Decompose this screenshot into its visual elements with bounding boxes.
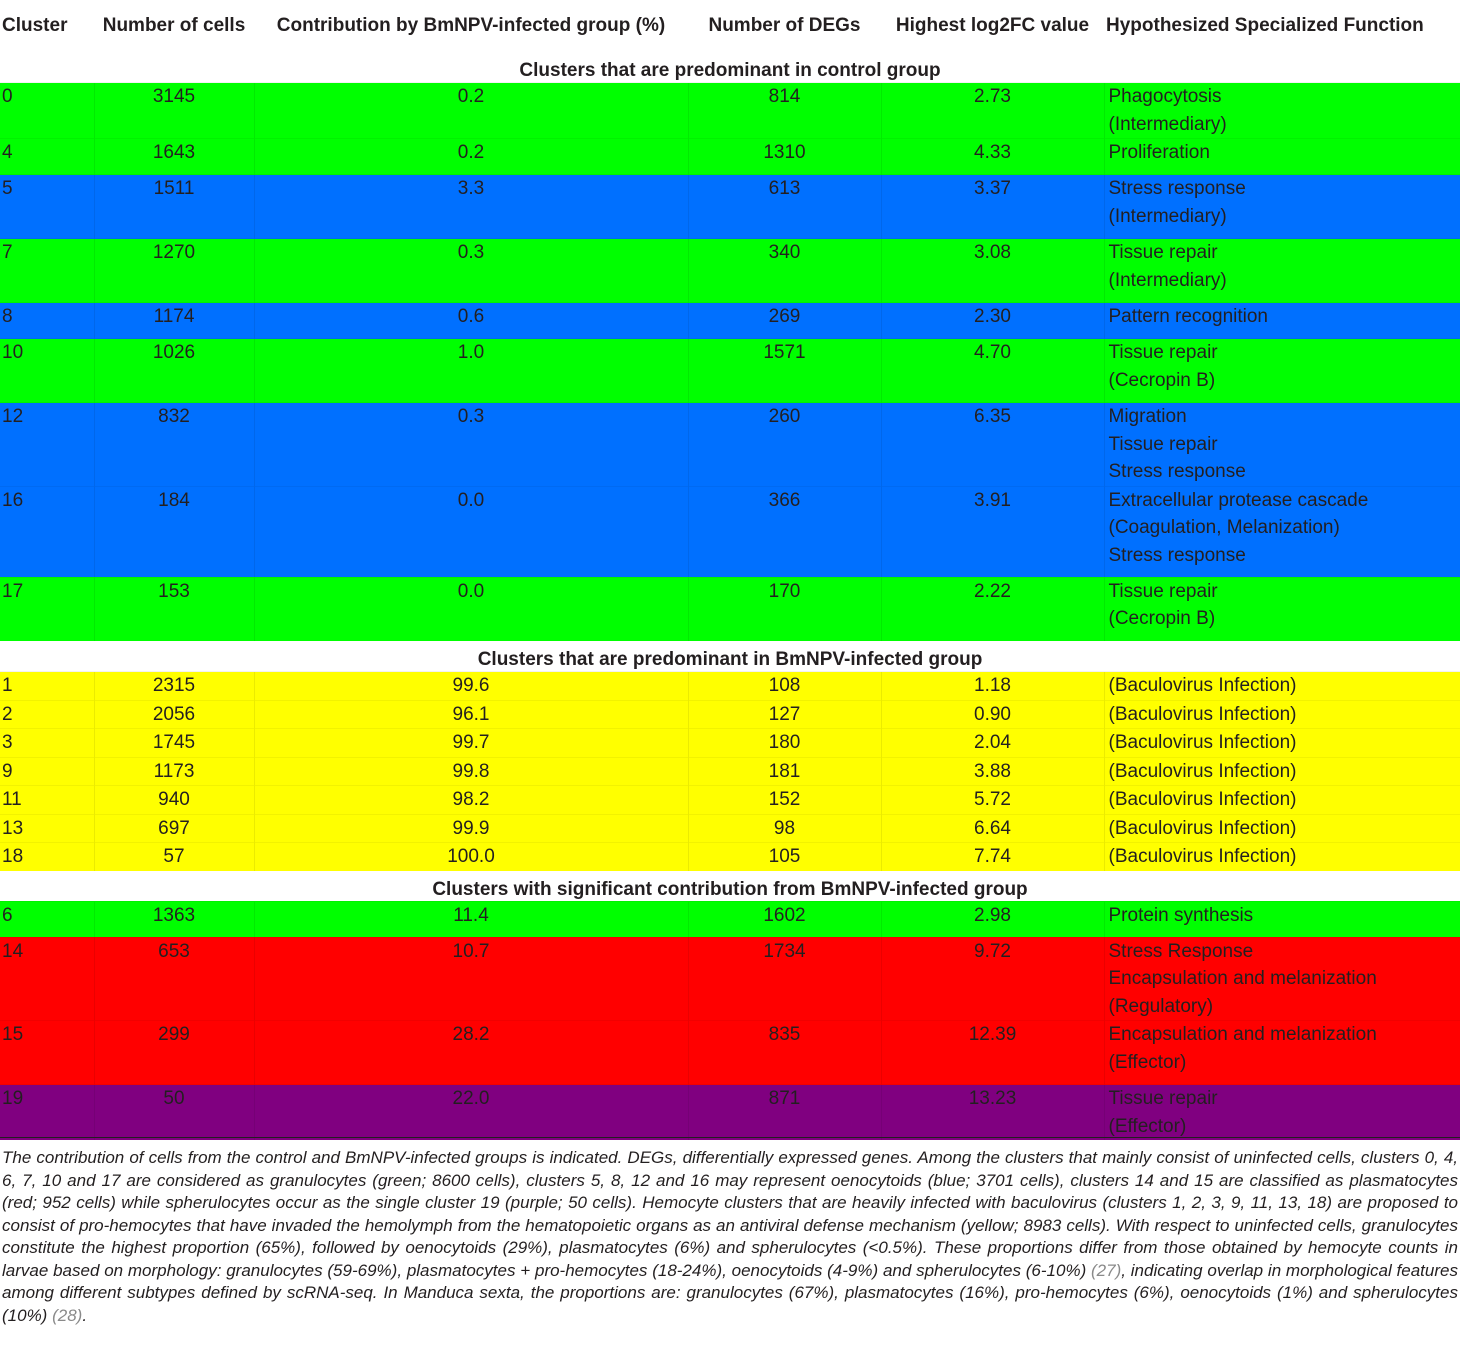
function-line: (Cecropin B) [1108, 369, 1216, 391]
log2fc-cell: 5.72 [881, 786, 1104, 815]
log2fc-cell: 3.88 [881, 757, 1104, 786]
cluster-cell: 5 [0, 175, 94, 239]
contribution-cell: 0.0 [254, 486, 688, 577]
cluster-cell: 4 [0, 139, 94, 175]
header-row [0, 0, 1460, 52]
section-title: Clusters that are predominant in control group [519, 60, 941, 81]
number-of-cells-cell: 153 [94, 577, 254, 641]
footnote-divider [0, 1137, 1460, 1138]
function-line: Stress response [1108, 178, 1246, 199]
function-cell [1104, 175, 1460, 239]
header-highest-log2fc: Highest log2FC value [895, 15, 1090, 36]
function-line: (Baculovirus Infection) [1108, 732, 1297, 753]
table-row [0, 239, 1460, 303]
number-of-degs-cell: 108 [688, 672, 881, 701]
number-of-degs-cell: 340 [688, 239, 881, 303]
function-line: Migration [1108, 406, 1187, 427]
number-of-degs-cell: 260 [688, 403, 881, 487]
log2fc-cell: 4.33 [881, 139, 1104, 175]
function-cell [1104, 339, 1460, 403]
number-of-cells-cell: 299 [94, 1021, 254, 1085]
number-of-cells-cell: 697 [94, 814, 254, 843]
function-line: Encapsulation and melanization [1108, 968, 1377, 989]
number-of-cells-cell: 2315 [94, 672, 254, 701]
log2fc-cell: 7.74 [881, 843, 1104, 871]
contribution-cell: 11.4 [254, 901, 688, 937]
number-of-cells-cell: 1174 [94, 303, 254, 339]
number-of-degs-cell: 871 [688, 1085, 881, 1141]
header-number-of-cells: Number of cells [102, 15, 246, 36]
number-of-degs-cell: 613 [688, 175, 881, 239]
table-row [0, 757, 1460, 786]
contribution-cell: 0.6 [254, 303, 688, 339]
function-line: (Baculovirus Infection) [1108, 760, 1297, 782]
number-of-cells-cell: 50 [94, 1085, 254, 1141]
contribution-cell: 3.3 [254, 175, 688, 239]
footnote-ref-28[interactable]: (28) [52, 1305, 83, 1325]
log2fc-cell: 1.18 [881, 672, 1104, 701]
log2fc-cell: 2.04 [881, 729, 1104, 758]
table-row [0, 303, 1460, 339]
section-header-row [0, 871, 1460, 902]
function-line: (Baculovirus Infection) [1108, 703, 1297, 725]
number-of-degs-cell: 1734 [688, 937, 881, 1021]
function-cell [1104, 814, 1460, 843]
log2fc-cell: 0.90 [881, 700, 1104, 729]
table-row [0, 139, 1460, 175]
function-line: (Regulatory) [1108, 995, 1214, 1017]
table-row [0, 937, 1460, 1021]
cluster-cell: 7 [0, 239, 94, 303]
cluster-cell: 18 [0, 843, 94, 871]
number-of-cells-cell: 57 [94, 843, 254, 871]
function-cell [1104, 486, 1460, 577]
contribution-cell: 99.9 [254, 814, 688, 843]
function-line: (Baculovirus Infection) [1108, 817, 1297, 839]
header-function: Hypothesized Specialized Function [1106, 15, 1424, 36]
table-row [0, 814, 1460, 843]
function-line: Stress response [1108, 461, 1246, 482]
function-line: (Intermediary) [1108, 205, 1227, 227]
footnote-text-1: The contribution of cells from the control and BmNPV-infected groups is indicated. DEGs, differentially expressed genes. Among the clusters that mainly consist of uninfected cells, clusters 0, 4, 6, 7, 10 and 17 are considered as granulocytes (green; 8600 cells), clusters 5, 8, 12 and 16 may represent oenocytoids (blue; 3701 cells), clusters 14 and 15 are classified as plasmatocytes (red; 952 cells) while spherulocytes occur as the single cluster 19 (purple; 50 cells). Hemocyte clusters that are heavily infected with baculovirus (clusters 1, 2, 3, 9, 11, 13, 18) are proposed to consist of pro-hemocytes that have invaded the hemolymph from the hematopoietic organs as an antiviral defense mechanism (yellow; 8983 cells). With respect to uninfected cells, granulocytes constitute the highest proportion (65%), followed by oenocytoids (29%), plasmatocytes (6%) and spherulocytes (<0.5%). These proportions differ from those obtained by hemocyte counts in larvae based on morphology: granulocytes (59-69%), plasmatocytes + pro-hemocytes (18-24%), oenocytoids (4-9%) and spherulocytes (6-10%) [2, 1148, 1458, 1280]
contribution-cell: 0.2 [254, 83, 688, 139]
function-cell [1104, 303, 1460, 339]
log2fc-cell: 3.91 [881, 486, 1104, 577]
number-of-cells-cell: 2056 [94, 700, 254, 729]
table-row [0, 672, 1460, 701]
number-of-degs-cell: 835 [688, 1021, 881, 1085]
table-row [0, 729, 1460, 758]
contribution-cell: 0.3 [254, 403, 688, 487]
log2fc-cell: 3.37 [881, 175, 1104, 239]
number-of-cells-cell: 1745 [94, 729, 254, 758]
log2fc-cell: 2.22 [881, 577, 1104, 641]
log2fc-cell: 13.23 [881, 1085, 1104, 1141]
contribution-cell: 99.6 [254, 672, 688, 701]
contribution-cell: 10.7 [254, 937, 688, 1021]
function-line: Stress Response [1108, 940, 1254, 962]
contribution-cell: 96.1 [254, 700, 688, 729]
function-line: (Baculovirus Infection) [1108, 846, 1297, 867]
function-line: Proliferation [1108, 142, 1210, 163]
function-line: Tissue repair [1108, 580, 1218, 602]
function-line: (Effector) [1108, 1051, 1187, 1073]
function-line: Stress response [1108, 544, 1246, 566]
number-of-cells-cell: 1026 [94, 339, 254, 403]
log2fc-cell: 2.30 [881, 303, 1104, 339]
number-of-cells-cell: 1173 [94, 757, 254, 786]
section-title: Clusters that are predominant in BmNPV-infected group [477, 649, 983, 670]
table-row [0, 1021, 1460, 1085]
function-line: (Coagulation, Melanization) [1108, 517, 1340, 538]
table-row [0, 403, 1460, 487]
table-row [0, 843, 1460, 871]
log2fc-cell: 12.39 [881, 1021, 1104, 1085]
log2fc-cell: 6.64 [881, 814, 1104, 843]
number-of-degs-cell: 1571 [688, 339, 881, 403]
section-header-row [0, 52, 1460, 83]
table-footnote [2, 1147, 1458, 1327]
number-of-degs-cell: 1310 [688, 139, 881, 175]
cluster-cell: 6 [0, 901, 94, 937]
contribution-cell: 99.8 [254, 757, 688, 786]
cluster-cell: 15 [0, 1021, 94, 1085]
function-cell [1104, 843, 1460, 871]
cluster-cell: 11 [0, 786, 94, 815]
footnote-text-2: , indicating overlap in morphological features among different subtypes defined by scRNA-seq. In Manduca sexta, the proportions are: granulocytes (67%), plasmatocytes (16%), pro-hemocytes (6%), oenocytoids (1%) and spherulocytes (10%) [2, 1260, 1458, 1325]
cluster-cell: 10 [0, 339, 94, 403]
number-of-degs-cell: 170 [688, 577, 881, 641]
number-of-cells-cell: 3145 [94, 83, 254, 139]
table-body [0, 52, 1460, 1140]
function-line: (Intermediary) [1108, 113, 1227, 135]
function-cell [1104, 757, 1460, 786]
contribution-cell: 100.0 [254, 843, 688, 871]
function-cell [1104, 1021, 1460, 1085]
log2fc-cell: 6.35 [881, 403, 1104, 487]
cluster-cell: 8 [0, 303, 94, 339]
log2fc-cell: 2.73 [881, 83, 1104, 139]
table-row [0, 1085, 1460, 1141]
number-of-cells-cell: 1270 [94, 239, 254, 303]
section-header-row [0, 641, 1460, 672]
function-line: Tissue repair [1108, 433, 1218, 455]
table-row [0, 486, 1460, 577]
cluster-cell: 19 [0, 1085, 94, 1141]
function-line: (Baculovirus Infection) [1108, 675, 1297, 696]
function-line: Tissue repair [1108, 342, 1218, 363]
number-of-cells-cell: 832 [94, 403, 254, 487]
number-of-degs-cell: 181 [688, 757, 881, 786]
function-line: Tissue repair [1108, 1088, 1218, 1109]
function-cell [1104, 700, 1460, 729]
contribution-cell: 0.2 [254, 139, 688, 175]
table-row [0, 786, 1460, 815]
function-line: (Cecropin B) [1108, 608, 1216, 629]
number-of-degs-cell: 98 [688, 814, 881, 843]
number-of-degs-cell: 105 [688, 843, 881, 871]
number-of-degs-cell: 127 [688, 700, 881, 729]
function-line: Protein synthesis [1108, 904, 1254, 926]
table-row [0, 339, 1460, 403]
number-of-cells-cell: 1643 [94, 139, 254, 175]
table-row [0, 700, 1460, 729]
number-of-degs-cell: 366 [688, 486, 881, 577]
contribution-cell: 99.7 [254, 729, 688, 758]
function-line: Extracellular protease cascade [1108, 489, 1369, 511]
table-row [0, 175, 1460, 239]
function-line: Pattern recognition [1108, 306, 1268, 327]
function-cell [1104, 403, 1460, 487]
cluster-cell: 1 [0, 672, 94, 701]
cluster-cell: 17 [0, 577, 94, 641]
contribution-cell: 0.0 [254, 577, 688, 641]
number-of-degs-cell: 814 [688, 83, 881, 139]
function-cell [1104, 729, 1460, 758]
contribution-cell: 98.2 [254, 786, 688, 815]
function-line: Tissue repair [1108, 242, 1218, 263]
function-line: Encapsulation and melanization [1108, 1024, 1377, 1045]
cluster-cell: 16 [0, 486, 94, 577]
table-row [0, 83, 1460, 139]
contribution-cell: 28.2 [254, 1021, 688, 1085]
table-row [0, 577, 1460, 641]
function-line: (Effector) [1108, 1115, 1187, 1137]
function-cell [1104, 937, 1460, 1021]
number-of-cells-cell: 653 [94, 937, 254, 1021]
number-of-cells-cell: 940 [94, 786, 254, 815]
function-line: (Intermediary) [1108, 269, 1227, 291]
number-of-degs-cell: 269 [688, 303, 881, 339]
function-cell [1104, 239, 1460, 303]
number-of-degs-cell: 1602 [688, 901, 881, 937]
function-cell [1104, 577, 1460, 641]
cluster-cell: 13 [0, 814, 94, 843]
contribution-cell: 1.0 [254, 339, 688, 403]
number-of-degs-cell: 180 [688, 729, 881, 758]
log2fc-cell: 4.70 [881, 339, 1104, 403]
function-cell [1104, 139, 1460, 175]
function-cell [1104, 672, 1460, 701]
section-title: Clusters with significant contribution from BmNPV-infected group [432, 878, 1028, 900]
function-cell [1104, 901, 1460, 937]
log2fc-cell: 3.08 [881, 239, 1104, 303]
contribution-cell: 22.0 [254, 1085, 688, 1141]
footnote-ref-27[interactable]: (27) [1091, 1260, 1122, 1280]
cluster-cell: 0 [0, 83, 94, 139]
log2fc-cell: 9.72 [881, 937, 1104, 1021]
cluster-cell: 9 [0, 757, 94, 786]
footnote-text-3: . [82, 1305, 88, 1325]
header-contribution: Contribution by BmNPV-infected group (%) [276, 15, 666, 36]
function-line: Phagocytosis [1108, 86, 1222, 107]
contribution-cell: 0.3 [254, 239, 688, 303]
number-of-cells-cell: 184 [94, 486, 254, 577]
cluster-cell: 12 [0, 403, 94, 487]
log2fc-cell: 2.98 [881, 901, 1104, 937]
function-cell [1104, 786, 1460, 815]
function-line: (Baculovirus Infection) [1108, 789, 1297, 810]
number-of-degs-cell: 152 [688, 786, 881, 815]
function-cell [1104, 83, 1460, 139]
cluster-cell: 14 [0, 937, 94, 1021]
function-cell [1104, 1085, 1460, 1141]
cluster-cell: 2 [0, 700, 94, 729]
number-of-cells-cell: 1511 [94, 175, 254, 239]
table-row [0, 901, 1460, 937]
header-cluster: Cluster [2, 15, 68, 36]
number-of-cells-cell: 1363 [94, 901, 254, 937]
header-number-of-degs: Number of DEGs [708, 15, 861, 36]
cluster-cell: 3 [0, 729, 94, 758]
